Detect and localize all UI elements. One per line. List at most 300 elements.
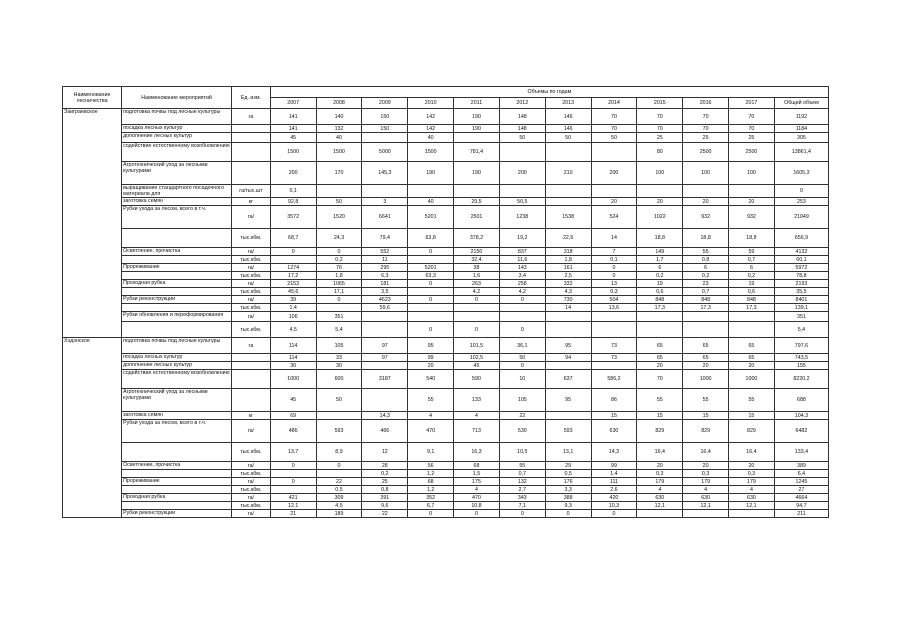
- cell-value: [545, 185, 591, 198]
- cell-value: [499, 143, 545, 162]
- cell-total: 155: [774, 362, 828, 370]
- cell-value: 0: [270, 248, 316, 256]
- cell-value: 25: [637, 133, 683, 143]
- cell-value: [408, 288, 454, 296]
- cell-value: 190: [408, 162, 454, 185]
- cell-value: 28: [362, 462, 408, 470]
- cell-unit: га/: [232, 478, 271, 486]
- cell-total: 94,7: [774, 502, 828, 510]
- cell-value: 65: [729, 354, 775, 362]
- table-row: [63, 185, 829, 198]
- cell-value: 2501: [454, 206, 500, 229]
- cell-unit: га/тыс.шт: [232, 185, 271, 198]
- cell-value: 22: [316, 478, 362, 486]
- cell-activity: подготовка почвы под лесные культуры: [122, 338, 232, 354]
- cell-value: 19: [637, 280, 683, 288]
- cell-value: 9,6: [362, 502, 408, 510]
- header-activity: Наименование мероприятий: [122, 87, 232, 109]
- cell-value: 11: [362, 256, 408, 264]
- cell-value: 352: [408, 494, 454, 502]
- cell-value: 70: [683, 125, 729, 133]
- cell-value: 20: [683, 462, 729, 470]
- cell-value: 14: [545, 304, 591, 312]
- cell-total: 1245: [774, 478, 828, 486]
- cell-unit: [232, 370, 271, 389]
- cell-value: 4623: [362, 296, 408, 304]
- cell-total: 389: [774, 462, 828, 470]
- cell-value: 0: [270, 462, 316, 470]
- cell-value: 99: [591, 462, 637, 470]
- cell-unit: тыс.кбм.: [232, 304, 271, 312]
- cell-total: 253: [774, 198, 828, 206]
- cell-value: 20: [591, 198, 637, 206]
- cell-value: 0: [408, 296, 454, 304]
- cell-value: 2500: [683, 143, 729, 162]
- cell-value: 86: [591, 389, 637, 412]
- cell-activity: посадка лесных культур: [122, 125, 232, 133]
- cell-value: 65: [637, 354, 683, 362]
- cell-value: 114: [270, 338, 316, 354]
- cell-value: 100: [729, 162, 775, 185]
- cell-value: 33: [316, 354, 362, 362]
- cell-value: 16,4: [683, 443, 729, 462]
- cell-value: 149: [637, 248, 683, 256]
- cell-unit: тыс.кбм.: [232, 470, 271, 478]
- cell-value: 1500: [270, 143, 316, 162]
- header-year: 2011: [454, 98, 500, 109]
- table-row: [63, 248, 829, 256]
- cell-value: 470: [454, 494, 500, 502]
- cell-value: 190: [454, 125, 500, 133]
- cell-unit: га/: [232, 510, 271, 518]
- cell-value: 23: [683, 280, 729, 288]
- cell-value: 781,4: [454, 143, 500, 162]
- cell-value: 12,1: [270, 502, 316, 510]
- cell-value: 6: [729, 264, 775, 272]
- cell-value: 146: [545, 125, 591, 133]
- cell-value: 630: [637, 494, 683, 502]
- cell-unit: тыс.кбм.: [232, 288, 271, 296]
- cell-value: 3,3: [545, 486, 591, 494]
- cell-activity: заготовка семян: [122, 198, 232, 206]
- cell-value: [591, 362, 637, 370]
- cell-total: 78,8: [774, 272, 828, 280]
- cell-activity: [122, 304, 232, 312]
- cell-value: 10,3: [591, 502, 637, 510]
- table-row: [63, 296, 829, 304]
- cell-value: [729, 312, 775, 322]
- cell-value: 70: [637, 370, 683, 389]
- cell-value: 30: [316, 362, 362, 370]
- cell-value: 0,3: [637, 470, 683, 478]
- cell-value: 13: [591, 280, 637, 288]
- cell-value: 1,2: [408, 470, 454, 478]
- cell-unit: га/: [232, 494, 271, 502]
- cell-total: 656,9: [774, 229, 828, 248]
- cell-value: 148: [499, 125, 545, 133]
- cell-value: 179: [683, 478, 729, 486]
- cell-activity: посадка лесных культур: [122, 354, 232, 362]
- cell-value: 1000: [270, 370, 316, 389]
- cell-value: 30: [270, 362, 316, 370]
- cell-value: 848: [729, 296, 775, 304]
- header-year: 2016: [683, 98, 729, 109]
- cell-activity: [122, 443, 232, 462]
- cell-value: 600: [316, 370, 362, 389]
- cell-activity: [122, 486, 232, 494]
- cell-value: 1,8: [545, 256, 591, 264]
- cell-value: [362, 389, 408, 412]
- cell-value: 713: [454, 420, 500, 443]
- cell-value: 20: [683, 198, 729, 206]
- cell-value: 175: [454, 478, 500, 486]
- cell-value: 59,6: [362, 304, 408, 312]
- cell-activity: Рубки реконструкции: [122, 510, 232, 518]
- cell-value: 38: [454, 264, 500, 272]
- table-row: [63, 462, 829, 470]
- cell-value: 70: [729, 125, 775, 133]
- cell-activity: Прореживание: [122, 264, 232, 272]
- cell-value: 50,5: [499, 198, 545, 206]
- cell-value: [637, 312, 683, 322]
- header-year: 2014: [591, 98, 637, 109]
- cell-value: 18,8: [637, 229, 683, 248]
- cell-value: 1,4: [591, 470, 637, 478]
- cell-value: 18,8: [729, 229, 775, 248]
- table-row: [63, 312, 829, 322]
- cell-value: 848: [637, 296, 683, 304]
- cell-value: 63,3: [408, 272, 454, 280]
- cell-value: 55: [637, 389, 683, 412]
- cell-value: 0: [408, 248, 454, 256]
- cell-value: 630: [729, 494, 775, 502]
- table-row: [63, 229, 829, 248]
- cell-unit: тыс.кбм.: [232, 272, 271, 280]
- cell-value: [545, 412, 591, 420]
- cell-value: 15: [683, 412, 729, 420]
- cell-value: [545, 362, 591, 370]
- cell-value: 73: [591, 354, 637, 362]
- cell-value: 161: [545, 264, 591, 272]
- cell-total: 13861,4: [774, 143, 828, 162]
- cell-value: 829: [683, 420, 729, 443]
- cell-value: 92,8: [270, 198, 316, 206]
- cell-value: 94: [545, 354, 591, 362]
- cell-value: [316, 412, 362, 420]
- cell-value: 70: [683, 109, 729, 125]
- cell-activity: [122, 322, 232, 338]
- cell-value: 388: [545, 494, 591, 502]
- cell-value: 470: [408, 420, 454, 443]
- cell-value: 50: [545, 133, 591, 143]
- cell-value: 1500: [316, 143, 362, 162]
- cell-value: 4,2: [499, 288, 545, 296]
- cell-value: 421: [270, 494, 316, 502]
- cell-activity: заготовка семян: [122, 412, 232, 420]
- cell-value: 7,1: [499, 502, 545, 510]
- cell-activity: Агротехнический уход за лесными культурами: [122, 389, 232, 412]
- cell-value: 70: [637, 109, 683, 125]
- table-row: [63, 272, 829, 280]
- forestry-activities-table: [62, 86, 829, 518]
- cell-value: 0: [408, 280, 454, 288]
- cell-value: 0,2: [316, 256, 362, 264]
- cell-unit: га/: [232, 296, 271, 304]
- cell-value: 9,3: [545, 502, 591, 510]
- cell-value: 1,6: [454, 272, 500, 280]
- cell-total: 21049: [774, 206, 828, 229]
- cell-value: 12,1: [729, 502, 775, 510]
- cell-value: 4: [683, 486, 729, 494]
- cell-value: 15: [591, 412, 637, 420]
- cell-value: 7: [591, 248, 637, 256]
- cell-value: [362, 322, 408, 338]
- cell-value: 593: [545, 420, 591, 443]
- cell-value: [545, 312, 591, 322]
- cell-value: [591, 322, 637, 338]
- cell-unit: тыс.кбм.: [232, 322, 271, 338]
- cell-value: [316, 470, 362, 478]
- cell-value: 29: [545, 462, 591, 470]
- cell-value: 466: [362, 420, 408, 443]
- cell-value: 0: [270, 478, 316, 486]
- cell-value: 200: [591, 162, 637, 185]
- cell-value: 32,4: [454, 256, 500, 264]
- cell-value: 25: [683, 133, 729, 143]
- cell-value: 5201: [408, 264, 454, 272]
- cell-value: 55: [683, 248, 729, 256]
- cell-value: 0: [408, 322, 454, 338]
- cell-value: 145,3: [362, 162, 408, 185]
- cell-value: 593: [316, 420, 362, 443]
- cell-value: 97: [362, 354, 408, 362]
- cell-value: 190: [454, 162, 500, 185]
- cell-value: 4: [454, 412, 500, 420]
- cell-value: 19: [729, 280, 775, 288]
- cell-value: 318: [545, 248, 591, 256]
- cell-value: 2,5: [545, 272, 591, 280]
- cell-value: 4,3: [545, 288, 591, 296]
- cell-value: [729, 510, 775, 518]
- cell-value: 22: [499, 412, 545, 420]
- cell-value: [637, 322, 683, 338]
- cell-value: [316, 185, 362, 198]
- table-row: [63, 125, 829, 133]
- table-row: [63, 443, 829, 462]
- cell-total: 6,4: [774, 470, 828, 478]
- cell-total: 1184: [774, 125, 828, 133]
- cell-value: 4,5: [316, 502, 362, 510]
- cell-value: 0: [454, 296, 500, 304]
- cell-activity: [122, 288, 232, 296]
- cell-value: 637: [545, 370, 591, 389]
- cell-value: 20: [729, 362, 775, 370]
- cell-value: 552: [362, 248, 408, 256]
- cell-activity: подготовка почвы под лесные культуры: [122, 109, 232, 125]
- cell-value: [683, 312, 729, 322]
- cell-value: 59: [729, 248, 775, 256]
- cell-value: 524: [591, 206, 637, 229]
- cell-unit: га/: [232, 264, 271, 272]
- cell-total: 688: [774, 389, 828, 412]
- cell-value: 10,5: [499, 443, 545, 462]
- cell-value: 16,3: [454, 443, 500, 462]
- cell-value: [683, 185, 729, 198]
- cell-value: 1,7: [637, 256, 683, 264]
- cell-value: 258: [499, 280, 545, 288]
- cell-value: 15: [729, 412, 775, 420]
- cell-value: 1000: [729, 370, 775, 389]
- cell-value: 148: [499, 109, 545, 125]
- cell-value: 69: [270, 412, 316, 420]
- cell-value: 97: [362, 338, 408, 354]
- cell-value: 0,6: [637, 288, 683, 296]
- cell-activity: Рубки обновления и переформирования: [122, 312, 232, 322]
- cell-activity: дополнение лесных культур: [122, 133, 232, 143]
- cell-value: 20: [729, 462, 775, 470]
- cell-value: 16,4: [729, 443, 775, 462]
- cell-value: 0,7: [729, 256, 775, 264]
- table-row: [63, 389, 829, 412]
- header-total: Общий объем: [774, 98, 828, 109]
- cell-value: 25: [729, 133, 775, 143]
- header-forestry: Наименование лесничества: [63, 87, 122, 109]
- cell-activity: Проходная рубка: [122, 494, 232, 502]
- cell-value: 5,4: [316, 322, 362, 338]
- cell-unit: га/: [232, 206, 271, 229]
- cell-value: 263: [454, 280, 500, 288]
- cell-activity: дополнение лесных культур: [122, 362, 232, 370]
- header-year: 2017: [729, 98, 775, 109]
- cell-activity: Рубки ухода за лесом, всего в т.ч.: [122, 420, 232, 443]
- cell-value: [454, 185, 500, 198]
- cell-value: [591, 185, 637, 198]
- cell-value: 1,8: [316, 272, 362, 280]
- cell-value: 50: [499, 354, 545, 362]
- cell-value: [454, 133, 500, 143]
- cell-value: [729, 322, 775, 338]
- cell-value: 586,2: [591, 370, 637, 389]
- cell-activity: Осветление, прочистка: [122, 462, 232, 470]
- table-row: [63, 264, 829, 272]
- cell-value: 0,3: [683, 470, 729, 478]
- cell-value: [637, 185, 683, 198]
- cell-value: [408, 304, 454, 312]
- forestry-activities-table-sheet: [62, 86, 829, 518]
- cell-value: 45: [454, 362, 500, 370]
- cell-value: [454, 304, 500, 312]
- cell-value: 39: [270, 296, 316, 304]
- cell-value: 0: [408, 510, 454, 518]
- cell-value: 1274: [270, 264, 316, 272]
- cell-value: 3,5: [362, 288, 408, 296]
- cell-value: 70: [591, 109, 637, 125]
- cell-unit: [232, 125, 271, 133]
- cell-value: 932: [683, 206, 729, 229]
- cell-value: [729, 185, 775, 198]
- cell-value: 20: [408, 362, 454, 370]
- cell-forestry: Заиграевское: [63, 109, 122, 338]
- cell-value: 332: [545, 280, 591, 288]
- cell-value: 10: [499, 370, 545, 389]
- cell-value: 1538: [545, 206, 591, 229]
- cell-total: 6482: [774, 420, 828, 443]
- cell-value: 12,1: [683, 502, 729, 510]
- cell-value: 0,8: [362, 486, 408, 494]
- cell-value: 0: [316, 248, 362, 256]
- cell-unit: тыс.кбм.: [232, 443, 271, 462]
- table-row: [63, 362, 829, 370]
- cell-value: 6,7: [408, 502, 454, 510]
- table-row: [63, 304, 829, 312]
- cell-value: 0: [499, 510, 545, 518]
- cell-value: 3187: [362, 370, 408, 389]
- cell-value: 21: [270, 510, 316, 518]
- cell-value: 0,1: [591, 256, 637, 264]
- cell-value: 55: [729, 389, 775, 412]
- cell-value: 50: [591, 133, 637, 143]
- cell-value: 2,7: [499, 486, 545, 494]
- cell-activity: [122, 502, 232, 510]
- cell-value: 179: [637, 478, 683, 486]
- cell-value: 20: [729, 198, 775, 206]
- cell-unit: [232, 362, 271, 370]
- cell-unit: кг: [232, 198, 271, 206]
- header-year: 2009: [362, 98, 408, 109]
- cell-value: 142: [408, 109, 454, 125]
- cell-value: 70: [591, 125, 637, 133]
- cell-value: 14,3: [362, 412, 408, 420]
- cell-value: 29,5: [454, 198, 500, 206]
- table-row: [63, 420, 829, 443]
- cell-value: 50: [316, 198, 362, 206]
- table-row: [63, 280, 829, 288]
- cell-value: [362, 362, 408, 370]
- cell-value: [545, 198, 591, 206]
- cell-value: [591, 312, 637, 322]
- cell-value: [408, 256, 454, 264]
- cell-value: 190: [454, 109, 500, 125]
- cell-activity: Прореживание: [122, 478, 232, 486]
- cell-value: [270, 470, 316, 478]
- table-row: [63, 133, 829, 143]
- cell-total: 5,4: [774, 322, 828, 338]
- cell-value: 20: [683, 362, 729, 370]
- cell-value: [270, 486, 316, 494]
- cell-value: [683, 322, 729, 338]
- cell-value: 378,2: [454, 229, 500, 248]
- table-row: [63, 494, 829, 502]
- cell-value: [545, 322, 591, 338]
- table-row: [63, 206, 829, 229]
- cell-value: 17,3: [637, 304, 683, 312]
- cell-value: 0,2: [362, 470, 408, 478]
- cell-value: 0,6: [729, 288, 775, 296]
- cell-value: 1,2: [408, 486, 454, 494]
- cell-value: 1,5: [454, 470, 500, 478]
- cell-total: 104,3: [774, 412, 828, 420]
- cell-value: 95: [408, 338, 454, 354]
- cell-value: 45: [270, 389, 316, 412]
- cell-value: 133: [454, 389, 500, 412]
- cell-total: 351: [774, 312, 828, 322]
- cell-unit: га/: [232, 312, 271, 322]
- cell-value: 391: [362, 494, 408, 502]
- cell-value: 0,3: [591, 288, 637, 296]
- cell-activity: [122, 256, 232, 264]
- cell-value: 105: [316, 338, 362, 354]
- cell-value: 5000: [362, 143, 408, 162]
